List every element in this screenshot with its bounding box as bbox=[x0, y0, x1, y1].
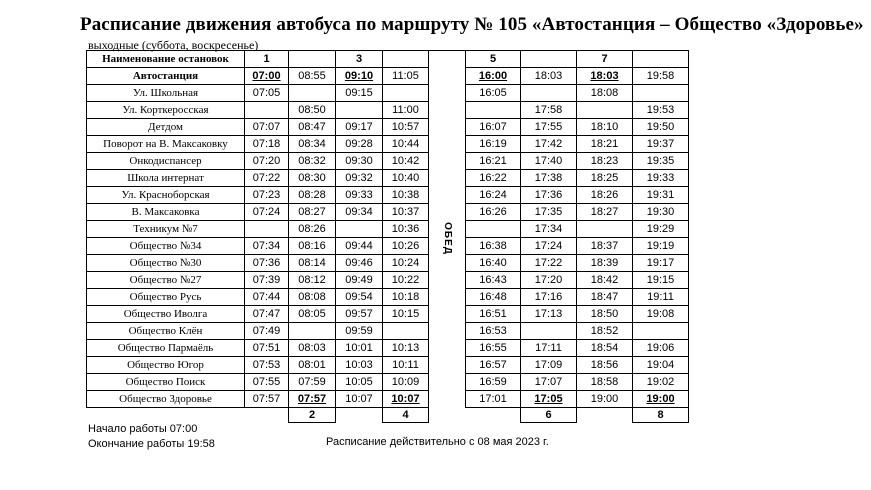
departure-time: 18:23 bbox=[577, 153, 633, 170]
departure-time: 08:03 bbox=[289, 340, 336, 357]
departure-time: 16:00 bbox=[466, 68, 521, 85]
departure-time: 08:28 bbox=[289, 187, 336, 204]
run-header: 5 bbox=[466, 51, 521, 68]
departure-time: 11:05 bbox=[383, 68, 429, 85]
departure-time: 18:58 bbox=[577, 374, 633, 391]
departure-time bbox=[577, 102, 633, 119]
departure-time: 10:15 bbox=[383, 306, 429, 323]
start-time-note: Начало работы 07:00 bbox=[88, 423, 198, 435]
departure-time: 08:27 bbox=[289, 204, 336, 221]
departure-time: 18:25 bbox=[577, 170, 633, 187]
departure-time: 10:07 bbox=[383, 391, 429, 408]
day-type-subtitle: выходные (суббота, воскресенье) bbox=[88, 38, 259, 52]
departure-time bbox=[521, 323, 577, 340]
departure-time: 09:54 bbox=[336, 289, 383, 306]
departure-time: 18:21 bbox=[577, 136, 633, 153]
departure-time: 09:44 bbox=[336, 238, 383, 255]
departure-time bbox=[466, 102, 521, 119]
run-footer: 8 bbox=[633, 408, 689, 423]
end-time-note: Окончание работы 19:58 bbox=[88, 438, 215, 450]
departure-time: 16:21 bbox=[466, 153, 521, 170]
departure-time: 16:48 bbox=[466, 289, 521, 306]
departure-time: 07:34 bbox=[245, 238, 289, 255]
departure-time: 07:57 bbox=[245, 391, 289, 408]
run-footer: 2 bbox=[289, 408, 336, 423]
table-row bbox=[87, 306, 689, 323]
departure-time: 17:58 bbox=[521, 102, 577, 119]
departure-time: 18:26 bbox=[577, 187, 633, 204]
departure-time: 09:30 bbox=[336, 153, 383, 170]
departure-time: 10:03 bbox=[336, 357, 383, 374]
departure-time: 08:32 bbox=[289, 153, 336, 170]
departure-time: 09:57 bbox=[336, 306, 383, 323]
departure-time: 19:53 bbox=[633, 102, 689, 119]
run-header: 1 bbox=[245, 51, 289, 68]
departure-time: 17:22 bbox=[521, 255, 577, 272]
table-row bbox=[87, 340, 689, 357]
departure-time: 16:07 bbox=[466, 119, 521, 136]
departure-time: 10:01 bbox=[336, 340, 383, 357]
footer-row bbox=[87, 408, 689, 423]
run-header: 3 bbox=[336, 51, 383, 68]
departure-time: 19:31 bbox=[633, 187, 689, 204]
departure-time: 08:55 bbox=[289, 68, 336, 85]
break-label: ОБЕД bbox=[441, 221, 453, 255]
departure-time: 17:42 bbox=[521, 136, 577, 153]
departure-time: 10:22 bbox=[383, 272, 429, 289]
departure-time: 10:36 bbox=[383, 221, 429, 238]
departure-time: 08:30 bbox=[289, 170, 336, 187]
departure-time: 19:17 bbox=[633, 255, 689, 272]
departure-time: 10:05 bbox=[336, 374, 383, 391]
table-row bbox=[87, 102, 689, 119]
departure-time: 19:58 bbox=[633, 68, 689, 85]
departure-time: 16:59 bbox=[466, 374, 521, 391]
departure-time: 18:42 bbox=[577, 272, 633, 289]
departure-time: 08:05 bbox=[289, 306, 336, 323]
departure-time: 07:57 bbox=[289, 391, 336, 408]
stop-name: Онкодиспансер bbox=[87, 153, 245, 170]
departure-time: 10:42 bbox=[383, 153, 429, 170]
departure-time: 16:53 bbox=[466, 323, 521, 340]
departure-time: 19:29 bbox=[633, 221, 689, 238]
departure-time: 07:20 bbox=[245, 153, 289, 170]
departure-time bbox=[577, 221, 633, 238]
departure-time: 19:30 bbox=[633, 204, 689, 221]
departure-time bbox=[383, 85, 429, 102]
departure-time: 19:37 bbox=[633, 136, 689, 153]
departure-time: 09:49 bbox=[336, 272, 383, 289]
departure-time: 17:16 bbox=[521, 289, 577, 306]
departure-time: 16:24 bbox=[466, 187, 521, 204]
departure-time: 17:11 bbox=[521, 340, 577, 357]
departure-time bbox=[336, 102, 383, 119]
table-row bbox=[87, 119, 689, 136]
departure-time: 09:46 bbox=[336, 255, 383, 272]
departure-time: 17:38 bbox=[521, 170, 577, 187]
stop-name: Общество №27 bbox=[87, 272, 245, 289]
departure-time: 18:08 bbox=[577, 85, 633, 102]
run-footer: 6 bbox=[521, 408, 577, 423]
stop-name: Общество Пармаёль bbox=[87, 340, 245, 357]
stop-name: Техникум №7 bbox=[87, 221, 245, 238]
departure-time: 07:05 bbox=[245, 85, 289, 102]
departure-time: 07:36 bbox=[245, 255, 289, 272]
stop-name: Общество Русь bbox=[87, 289, 245, 306]
stop-name: Общество №30 bbox=[87, 255, 245, 272]
stop-name: Общество №34 bbox=[87, 238, 245, 255]
departure-time bbox=[521, 85, 577, 102]
table-row bbox=[87, 85, 689, 102]
departure-time: 08:47 bbox=[289, 119, 336, 136]
run-footer: 4 bbox=[383, 408, 429, 423]
table-row bbox=[87, 170, 689, 187]
departure-time bbox=[289, 323, 336, 340]
departure-time: 09:28 bbox=[336, 136, 383, 153]
stop-name: Детдом bbox=[87, 119, 245, 136]
departure-time: 10:18 bbox=[383, 289, 429, 306]
header-row bbox=[87, 51, 689, 68]
departure-time: 16:38 bbox=[466, 238, 521, 255]
departure-time bbox=[466, 221, 521, 238]
table-row bbox=[87, 136, 689, 153]
work-hours-notes bbox=[88, 422, 215, 452]
departure-time: 18:52 bbox=[577, 323, 633, 340]
departure-time: 07:24 bbox=[245, 204, 289, 221]
run-footer bbox=[466, 408, 521, 423]
departure-time: 07:07 bbox=[245, 119, 289, 136]
departure-time: 16:55 bbox=[466, 340, 521, 357]
departure-time: 10:37 bbox=[383, 204, 429, 221]
departure-time: 08:50 bbox=[289, 102, 336, 119]
run-footer bbox=[245, 408, 289, 423]
departure-time: 08:12 bbox=[289, 272, 336, 289]
departure-time: 19:11 bbox=[633, 289, 689, 306]
table-row bbox=[87, 289, 689, 306]
departure-time: 18:39 bbox=[577, 255, 633, 272]
departure-time: 17:55 bbox=[521, 119, 577, 136]
departure-time bbox=[289, 85, 336, 102]
departure-time: 09:15 bbox=[336, 85, 383, 102]
table-row bbox=[87, 323, 689, 340]
departure-time: 10:13 bbox=[383, 340, 429, 357]
departure-time: 19:04 bbox=[633, 357, 689, 374]
departure-time: 19:33 bbox=[633, 170, 689, 187]
departure-time: 18:47 bbox=[577, 289, 633, 306]
table-row bbox=[87, 68, 689, 85]
footer-spacer bbox=[429, 408, 466, 423]
run-footer bbox=[577, 408, 633, 423]
departure-time: 09:59 bbox=[336, 323, 383, 340]
stop-name: Ул. Корткеросская bbox=[87, 102, 245, 119]
departure-time: 16:43 bbox=[466, 272, 521, 289]
departure-time: 19:19 bbox=[633, 238, 689, 255]
departure-time: 18:03 bbox=[521, 68, 577, 85]
departure-time: 07:23 bbox=[245, 187, 289, 204]
departure-time bbox=[336, 221, 383, 238]
departure-time: 07:53 bbox=[245, 357, 289, 374]
departure-time: 17:24 bbox=[521, 238, 577, 255]
departure-time: 09:17 bbox=[336, 119, 383, 136]
departure-time: 07:49 bbox=[245, 323, 289, 340]
departure-time bbox=[633, 85, 689, 102]
departure-time: 17:01 bbox=[466, 391, 521, 408]
stop-name: Автостанция bbox=[87, 68, 245, 85]
run-header bbox=[521, 51, 577, 68]
stop-name: Общество Иволга bbox=[87, 306, 245, 323]
departure-time: 10:11 bbox=[383, 357, 429, 374]
departure-time: 17:34 bbox=[521, 221, 577, 238]
stop-name: Поворот на В. Максаковку bbox=[87, 136, 245, 153]
table-row bbox=[87, 187, 689, 204]
departure-time: 19:15 bbox=[633, 272, 689, 289]
departure-time: 16:19 bbox=[466, 136, 521, 153]
departure-time: 08:34 bbox=[289, 136, 336, 153]
departure-time: 17:13 bbox=[521, 306, 577, 323]
run-footer bbox=[336, 408, 383, 423]
departure-time: 09:33 bbox=[336, 187, 383, 204]
stop-name: Общество Поиск bbox=[87, 374, 245, 391]
departure-time: 07:00 bbox=[245, 68, 289, 85]
departure-time bbox=[633, 323, 689, 340]
stop-name: Школа интернат bbox=[87, 170, 245, 187]
departure-time: 19:50 bbox=[633, 119, 689, 136]
departure-time: 17:40 bbox=[521, 153, 577, 170]
table-row bbox=[87, 391, 689, 408]
departure-time: 10:38 bbox=[383, 187, 429, 204]
stop-name: Ул. Школьная bbox=[87, 85, 245, 102]
stop-name: Общество Югор bbox=[87, 357, 245, 374]
departure-time: 17:20 bbox=[521, 272, 577, 289]
stop-name: Ул. Красноборская bbox=[87, 187, 245, 204]
run-header bbox=[633, 51, 689, 68]
departure-time: 16:57 bbox=[466, 357, 521, 374]
stop-name: В. Максаковка bbox=[87, 204, 245, 221]
run-header bbox=[289, 51, 336, 68]
departure-time: 19:00 bbox=[577, 391, 633, 408]
departure-time: 08:26 bbox=[289, 221, 336, 238]
departure-time: 09:32 bbox=[336, 170, 383, 187]
departure-time: 17:07 bbox=[521, 374, 577, 391]
footer-spacer bbox=[87, 408, 245, 423]
table-row bbox=[87, 204, 689, 221]
departure-time: 08:08 bbox=[289, 289, 336, 306]
departure-time: 10:24 bbox=[383, 255, 429, 272]
departure-time: 07:18 bbox=[245, 136, 289, 153]
departure-time: 09:10 bbox=[336, 68, 383, 85]
departure-time: 18:50 bbox=[577, 306, 633, 323]
departure-time: 19:02 bbox=[633, 374, 689, 391]
run-header bbox=[383, 51, 429, 68]
departure-time: 18:37 bbox=[577, 238, 633, 255]
departure-time: 16:05 bbox=[466, 85, 521, 102]
departure-time: 16:51 bbox=[466, 306, 521, 323]
departure-time bbox=[245, 221, 289, 238]
departure-time bbox=[245, 102, 289, 119]
departure-time: 10:40 bbox=[383, 170, 429, 187]
table-row bbox=[87, 374, 689, 391]
departure-time: 17:09 bbox=[521, 357, 577, 374]
departure-time: 18:10 bbox=[577, 119, 633, 136]
departure-time: 18:56 bbox=[577, 357, 633, 374]
departure-time: 10:26 bbox=[383, 238, 429, 255]
departure-time: 07:22 bbox=[245, 170, 289, 187]
run-header: 7 bbox=[577, 51, 633, 68]
departure-time: 07:59 bbox=[289, 374, 336, 391]
departure-time bbox=[383, 323, 429, 340]
departure-time: 07:47 bbox=[245, 306, 289, 323]
departure-time: 10:57 bbox=[383, 119, 429, 136]
departure-time: 08:14 bbox=[289, 255, 336, 272]
departure-time: 19:08 bbox=[633, 306, 689, 323]
departure-time: 07:55 bbox=[245, 374, 289, 391]
departure-time: 17:05 bbox=[521, 391, 577, 408]
stop-name: Общество Здоровье bbox=[87, 391, 245, 408]
departure-time: 19:35 bbox=[633, 153, 689, 170]
departure-time: 17:35 bbox=[521, 204, 577, 221]
table-row bbox=[87, 153, 689, 170]
departure-time: 16:22 bbox=[466, 170, 521, 187]
departure-time: 18:54 bbox=[577, 340, 633, 357]
table-row bbox=[87, 255, 689, 272]
departure-time: 11:00 bbox=[383, 102, 429, 119]
page-title: Расписание движения автобуса по маршруту № 105 «Автостанция – Общество «Здоровье» bbox=[80, 14, 864, 35]
departure-time: 18:27 bbox=[577, 204, 633, 221]
table-row bbox=[87, 238, 689, 255]
departure-time: 07:39 bbox=[245, 272, 289, 289]
departure-time: 09:34 bbox=[336, 204, 383, 221]
break-column-header bbox=[429, 51, 466, 68]
departure-time: 08:01 bbox=[289, 357, 336, 374]
departure-time: 19:06 bbox=[633, 340, 689, 357]
table-row bbox=[87, 272, 689, 289]
departure-time: 10:07 bbox=[336, 391, 383, 408]
departure-time: 07:44 bbox=[245, 289, 289, 306]
departure-time: 18:03 bbox=[577, 68, 633, 85]
departure-time: 07:51 bbox=[245, 340, 289, 357]
table-row bbox=[87, 221, 689, 238]
departure-time: 10:44 bbox=[383, 136, 429, 153]
table-row bbox=[87, 357, 689, 374]
validity-note: Расписание действительно с 08 мая 2023 г. bbox=[326, 436, 549, 448]
departure-time: 08:16 bbox=[289, 238, 336, 255]
departure-time: 10:09 bbox=[383, 374, 429, 391]
departure-time: 16:26 bbox=[466, 204, 521, 221]
departure-time: 19:00 bbox=[633, 391, 689, 408]
break-column-cell bbox=[429, 68, 466, 408]
departure-time: 17:36 bbox=[521, 187, 577, 204]
schedule-table bbox=[86, 50, 689, 423]
stop-column-header: Наименование остановок bbox=[87, 51, 245, 68]
departure-time: 16:40 bbox=[466, 255, 521, 272]
stop-name: Общество Клён bbox=[87, 323, 245, 340]
